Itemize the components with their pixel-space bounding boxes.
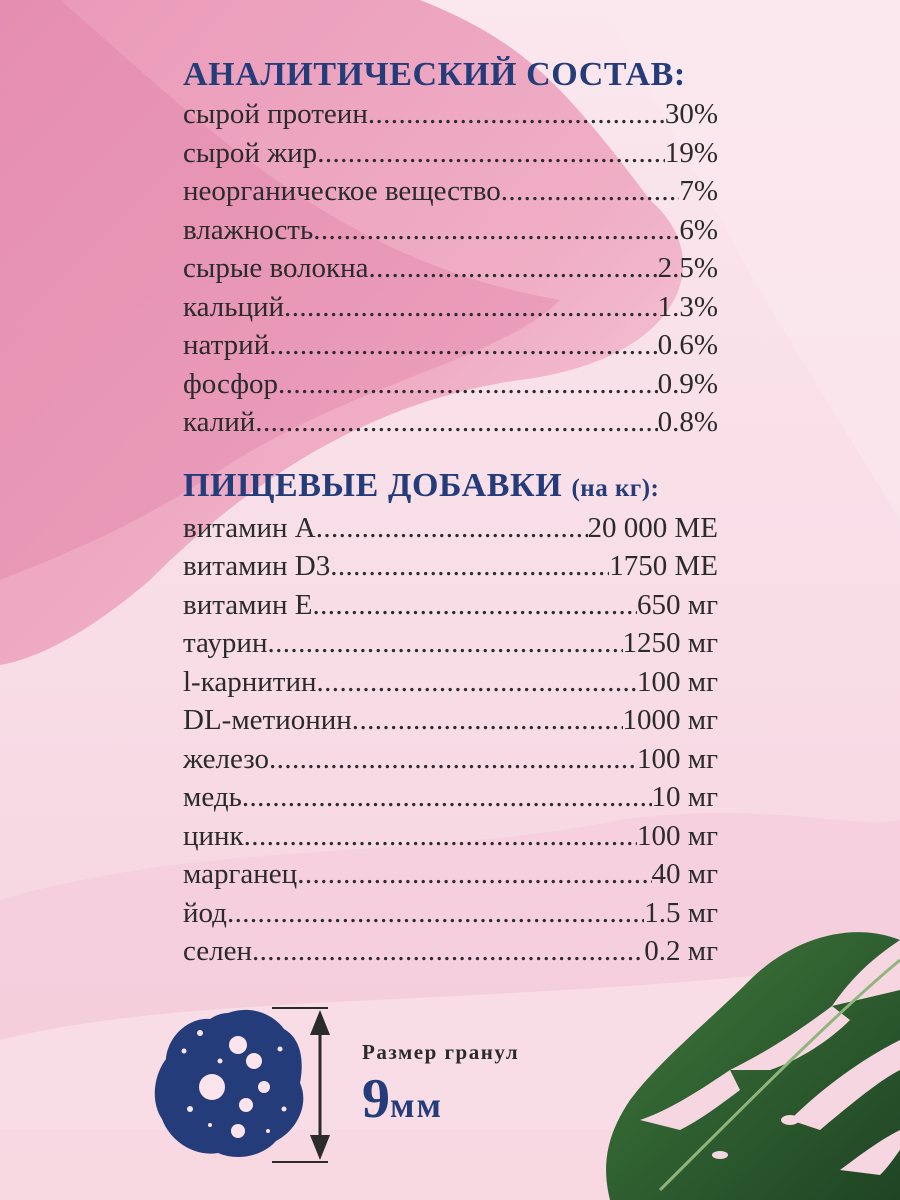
dot-leader xyxy=(284,288,658,327)
additives-value: 100 мг xyxy=(637,742,718,775)
granule-size-label: Размер гранул xyxy=(362,1040,520,1064)
dot-leader xyxy=(317,134,665,173)
additives-value: 1250 мг xyxy=(622,627,718,659)
dot-leader xyxy=(352,701,623,740)
analytic-value: 0.8% xyxy=(657,406,718,438)
analytic-row xyxy=(183,211,718,250)
analytic-name: калий xyxy=(183,406,256,438)
dot-leader xyxy=(255,403,657,442)
dot-leader xyxy=(244,817,637,856)
additives-row xyxy=(183,547,718,586)
granule-size-value xyxy=(362,1067,443,1131)
analytic-value: 1.3% xyxy=(657,290,718,323)
analytic-name: натрий xyxy=(183,329,270,361)
additives-row xyxy=(183,701,718,740)
analytic-row xyxy=(183,172,718,211)
analytic-value: 2.5% xyxy=(657,252,718,284)
dot-leader xyxy=(278,365,658,404)
additives-title-text: ПИЩЕВЫЕ ДОБАВКИ xyxy=(183,466,563,504)
dot-leader xyxy=(242,778,652,817)
analytic-value: 30% xyxy=(664,98,718,130)
dot-leader xyxy=(330,547,609,586)
additives-name: витамин Е xyxy=(183,588,313,621)
granule-size-unit: мм xyxy=(390,1085,444,1125)
additives-row xyxy=(183,663,718,702)
analytic-name: сырой жир xyxy=(183,136,318,169)
additives-name: селен xyxy=(183,935,252,967)
dot-leader xyxy=(316,509,588,548)
analytic-value: 6% xyxy=(679,213,718,246)
additives-row xyxy=(183,778,718,817)
analytic-row xyxy=(183,249,718,288)
analytic-value: 7% xyxy=(679,175,718,207)
additives-name: витамин D3 xyxy=(183,550,331,582)
additives-name: железо xyxy=(183,742,270,775)
additives-value: 1750 МЕ xyxy=(609,550,718,582)
dot-leader xyxy=(227,894,644,933)
granule-size-number: 9 xyxy=(362,1068,390,1130)
analytic-value: 19% xyxy=(664,136,718,169)
additives-row xyxy=(183,624,718,663)
analytic-name: неорганическое вещество xyxy=(183,175,501,207)
granule-icon xyxy=(150,1005,330,1165)
additives-value: 20 000 МЕ xyxy=(587,511,718,544)
analytic-name: влажность xyxy=(183,213,314,246)
dot-leader xyxy=(297,855,651,894)
analytic-row xyxy=(183,365,718,404)
additives-name: марганец xyxy=(183,858,298,890)
analytic-row xyxy=(183,134,718,173)
analytic-list xyxy=(183,95,718,442)
additives-name: йод xyxy=(183,896,227,929)
additives-row xyxy=(183,586,718,625)
analytic-name: сырые волокна xyxy=(183,252,369,284)
dot-leader xyxy=(269,740,637,779)
additives-value: 100 мг xyxy=(637,819,718,852)
additives-value: 100 мг xyxy=(637,665,718,698)
additives-subtitle: (на кг): xyxy=(571,474,660,502)
dot-leader xyxy=(312,586,637,625)
analytic-name: кальций xyxy=(183,290,285,323)
monstera-leaf-icon xyxy=(600,920,900,1200)
analytic-title: АНАЛИТИЧЕСКИЙ СОСТАВ: xyxy=(183,56,686,93)
additives-name: медь xyxy=(183,781,242,813)
dot-leader xyxy=(313,211,679,250)
analytic-row xyxy=(183,403,718,442)
analytic-row xyxy=(183,95,718,134)
additives-row xyxy=(183,817,718,856)
additives-list xyxy=(183,509,718,971)
additives-value: 1000 мг xyxy=(622,704,718,736)
analytic-name: сырой протеин xyxy=(183,98,368,130)
dot-leader xyxy=(501,172,680,211)
additives-name: таурин xyxy=(183,627,268,659)
additives-value: 1.5 мг xyxy=(644,896,718,929)
additives-value: 10 мг xyxy=(651,781,718,813)
additives-name: витамин А xyxy=(183,511,316,544)
dot-leader xyxy=(317,663,638,702)
dot-leader xyxy=(252,932,644,971)
analytic-name: фосфор xyxy=(183,367,279,400)
dot-leader xyxy=(269,326,657,365)
additives-value: 0.2 мг xyxy=(644,935,718,967)
additives-name: DL-метионин xyxy=(183,704,352,736)
analytic-value: 0.6% xyxy=(657,329,718,361)
additives-row xyxy=(183,855,718,894)
dot-leader xyxy=(368,95,665,134)
analytic-value: 0.9% xyxy=(657,367,718,400)
additives-title xyxy=(183,466,718,509)
dot-leader xyxy=(267,624,622,663)
analytic-row xyxy=(183,326,718,365)
analytic-row xyxy=(183,288,718,327)
additives-row xyxy=(183,740,718,779)
additives-value: 40 мг xyxy=(651,858,718,890)
additives-name: цинк xyxy=(183,819,244,852)
additives-name: l-карнитин xyxy=(183,665,317,698)
additives-value: 650 мг xyxy=(637,588,718,621)
dot-leader xyxy=(369,249,658,288)
additives-row xyxy=(183,509,718,548)
composition-panel xyxy=(183,55,718,971)
